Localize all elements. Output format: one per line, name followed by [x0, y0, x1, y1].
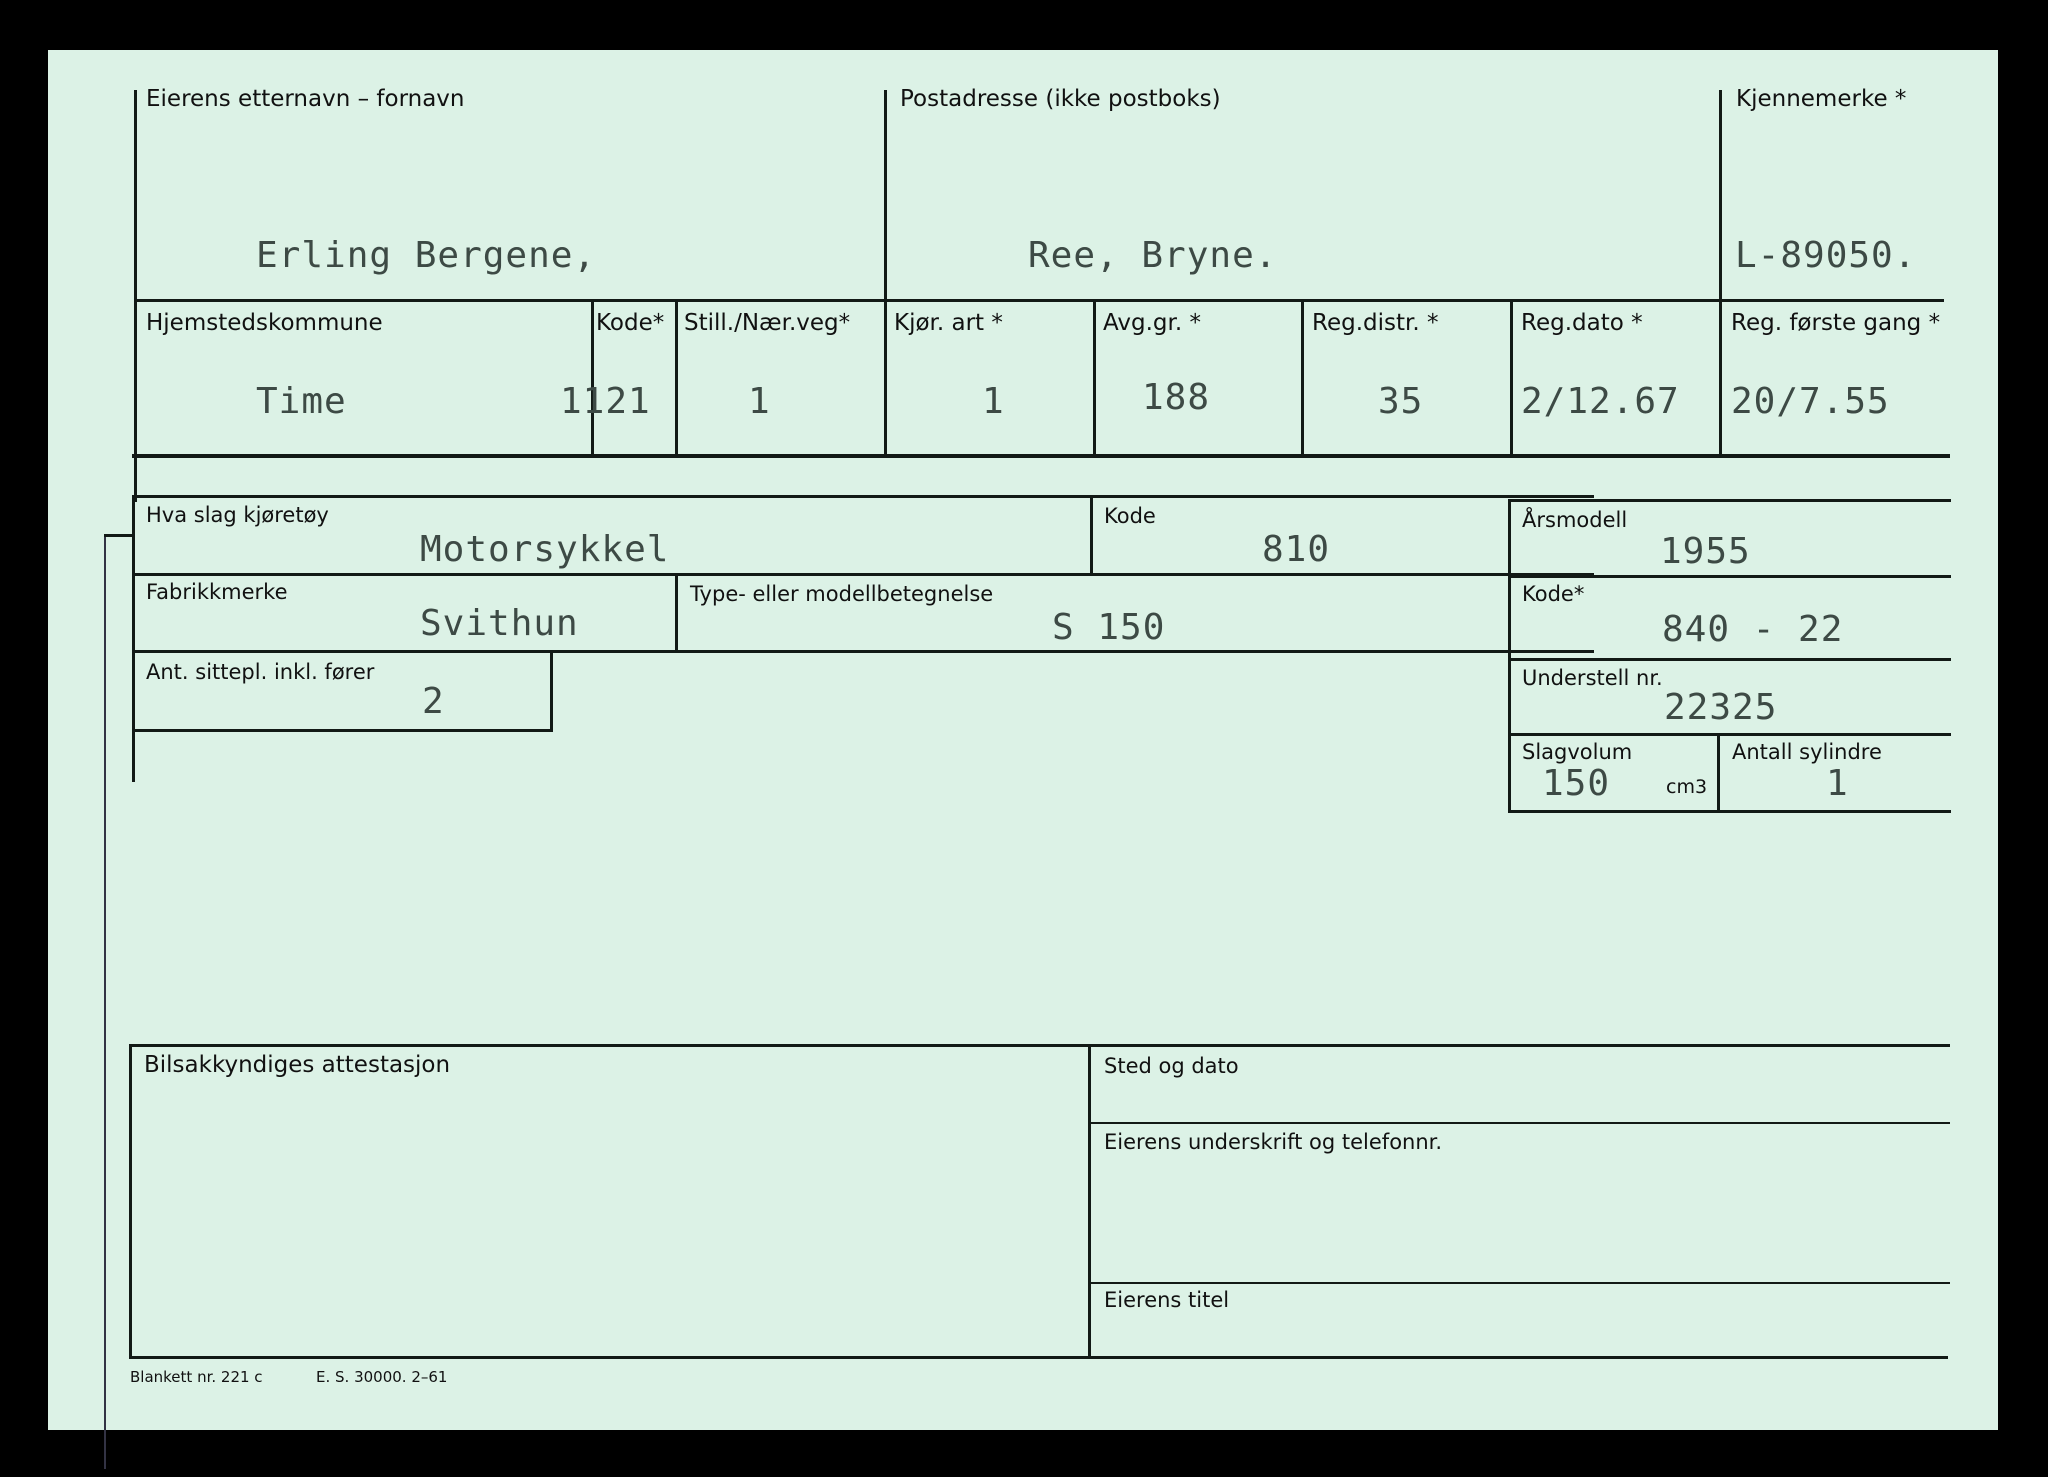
- divider: [1090, 1282, 1950, 1284]
- divider: [675, 300, 678, 456]
- sitte-label: Ant. sittepl. inkl. fører: [146, 660, 375, 684]
- type-kode-value: 810: [1262, 529, 1331, 570]
- address-label: Postadresse (ikke postboks): [900, 86, 1221, 112]
- divider: [132, 495, 1594, 498]
- divider: [132, 495, 135, 782]
- divider: [1090, 1122, 1950, 1124]
- divider: [1717, 735, 1720, 812]
- kjor-label: Kjør. art *: [894, 310, 1003, 336]
- understell-value: 22325: [1664, 687, 1778, 728]
- divider: [550, 652, 553, 731]
- modell-kode-value: 840 - 22: [1662, 609, 1844, 650]
- owner-name-label: Eierens etternavn – fornavn: [146, 86, 465, 112]
- owner-name-value: Erling Bergene,: [256, 235, 597, 276]
- divider: [1508, 502, 1511, 812]
- plate-label: Kjennemerke *: [1736, 86, 1907, 112]
- still-label: Still./Nær.veg*: [684, 310, 851, 336]
- divider: [132, 454, 1950, 458]
- dato-value: 2/12.67: [1521, 381, 1680, 422]
- plate-value: L-89050.: [1735, 235, 1917, 276]
- underskrift-label: Eierens underskrift og telefonnr.: [1104, 1130, 1443, 1154]
- kommune-kode-value: 1121: [560, 381, 651, 422]
- arsmodell-value: 1955: [1660, 531, 1751, 572]
- slagvolum-unit: cm3: [1666, 776, 1708, 798]
- divider: [1090, 495, 1093, 574]
- modell-kode-label: Kode*: [1522, 582, 1585, 606]
- divider: [1719, 300, 1722, 456]
- divider: [1508, 499, 1951, 502]
- divider: [134, 90, 137, 502]
- type-kode-label: Kode: [1104, 504, 1156, 528]
- still-value: 1: [748, 381, 771, 422]
- distr-label: Reg.distr. *: [1312, 310, 1439, 336]
- divider: [130, 1356, 1948, 1359]
- slagvolum-value: 150: [1542, 763, 1611, 804]
- type-label: Hva slag kjøretøy: [146, 503, 329, 527]
- divider: [132, 729, 553, 732]
- modell-value: S 150: [1052, 607, 1166, 648]
- blankett-number: Blankett nr. 221 c: [130, 1368, 263, 1386]
- sted-label: Sted og dato: [1104, 1054, 1239, 1078]
- print-info: E. S. 30000. 2–61: [316, 1368, 448, 1386]
- divider: [129, 1044, 132, 1359]
- divider: [130, 1044, 1950, 1047]
- kjor-value: 1: [982, 381, 1005, 422]
- fabrikk-label: Fabrikkmerke: [146, 580, 288, 604]
- divider: [1093, 300, 1096, 456]
- divider: [1088, 1044, 1091, 1359]
- divider: [1510, 658, 1951, 661]
- margin-tick: [104, 534, 134, 537]
- sylindre-label: Antall sylindre: [1732, 740, 1882, 764]
- divider: [591, 300, 594, 456]
- sitte-value: 2: [422, 681, 445, 722]
- address-value: Ree, Bryne.: [1028, 235, 1278, 276]
- registration-card: [48, 50, 1998, 1430]
- kommune-value: Time: [256, 381, 347, 422]
- divider: [1508, 810, 1951, 813]
- margin-line: [104, 534, 106, 1469]
- divider: [134, 299, 1944, 302]
- divider: [134, 573, 1594, 576]
- type-value: Motorsykkel: [420, 529, 670, 570]
- divider: [1510, 733, 1951, 736]
- divider: [1510, 300, 1513, 456]
- modell-label: Type- eller modellbetegnelse: [690, 582, 994, 606]
- divider: [1510, 575, 1951, 578]
- titel-label: Eierens titel: [1104, 1288, 1230, 1312]
- divider: [1301, 300, 1304, 456]
- kode-label: Kode*: [596, 310, 665, 336]
- forste-value: 20/7.55: [1731, 381, 1890, 422]
- avg-label: Avg.gr. *: [1103, 310, 1201, 336]
- attest-label: Bilsakkyndiges attestasjon: [144, 1052, 451, 1078]
- fabrikk-value: Svithun: [420, 603, 579, 644]
- understell-label: Understell nr.: [1522, 666, 1663, 690]
- divider: [675, 574, 678, 652]
- slagvolum-label: Slagvolum: [1522, 740, 1633, 764]
- forste-label: Reg. første gang *: [1731, 310, 1941, 336]
- arsmodell-label: Årsmodell: [1522, 508, 1628, 532]
- kommune-label: Hjemstedskommune: [146, 310, 383, 336]
- sylindre-value: 1: [1826, 763, 1849, 804]
- distr-value: 35: [1378, 381, 1424, 422]
- dato-label: Reg.dato *: [1521, 310, 1643, 336]
- avg-value: 188: [1142, 377, 1211, 418]
- divider: [134, 650, 1594, 653]
- divider: [884, 300, 887, 456]
